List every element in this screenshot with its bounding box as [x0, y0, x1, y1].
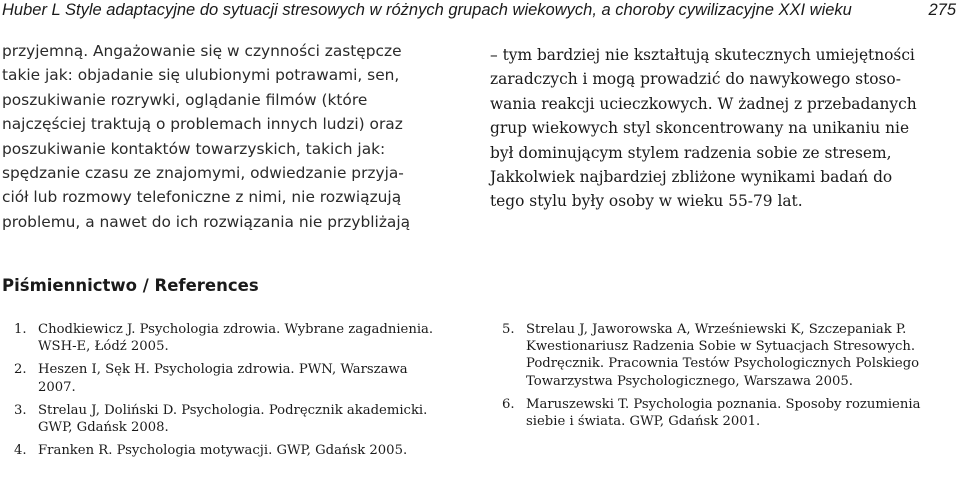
page-number: 275: [928, 1, 956, 19]
reference-line: WSH-E, Łódź 2005.: [38, 339, 169, 355]
reference-line: Heszen I, Sęk H. Psychologia zdrowia. PWN, Warszawa: [38, 362, 408, 378]
reference-line: Kwestionariusz Radzenia Sobie w Sytuacjach Stresowych.: [526, 339, 916, 355]
text-line: poszukiwanie kontaktów towarzyskich, takich jak:: [2, 139, 386, 158]
reference-line: Chodkiewicz J. Psychologia zdrowia. Wybrane zagadnienia.: [38, 322, 434, 337]
reference-item: [14, 361, 433, 395]
references-list-left: [14, 321, 433, 465]
reference-item: [14, 402, 433, 436]
text-line: problemu, a nawet do ich rozwiązania nie przybliżają: [2, 212, 411, 231]
text-line: Jakkolwiek najbardziej zbliżone wynikami badań do: [490, 167, 893, 186]
reference-line: Strelau J, Jaworowska A, Wrześniewski K, Szczepaniak P.: [526, 322, 907, 337]
reference-line: GWP, Gdańsk 2008.: [38, 420, 169, 436]
text-line: wania reakcji ucieczkowych. W żadnej z przebadanych: [490, 94, 917, 113]
reference-line: Maruszewski T. Psychologia poznania. Sposoby rozumienia: [526, 396, 921, 412]
running-header: [0, 0, 960, 24]
text-line: zaradczych i mogą prowadzić do nawykowego stoso-: [490, 70, 901, 89]
text-line: najczęściej traktują o problemach innych ludzi) oraz: [2, 115, 403, 134]
reference-line: 2007.: [38, 379, 76, 395]
text-line: poszukiwanie rozrywki, oglądanie filmów (które: [2, 90, 368, 109]
reference-number: 6.: [502, 396, 515, 412]
running-title: Huber L Style adaptacyjne do sytuacji stresowych w różnych grupach wiekowych, a choroby cywilizacyjne XXI wieku: [2, 1, 852, 19]
text-line: grup wiekowych styl skoncentrowany na unikaniu nie: [490, 119, 910, 138]
body-text-left-column: [2, 39, 410, 234]
references-heading: Piśmiennictwo / References: [2, 276, 259, 295]
reference-item: [14, 321, 433, 355]
text-line: spędzanie czasu ze znajomymi, odwiedzanie przyja-: [2, 163, 404, 182]
reference-item: [14, 442, 433, 459]
text-line: ciół lub rozmowy telefoniczne z nimi, nie rozwiązują: [2, 188, 402, 207]
reference-line: Podręcznik. Pracownia Testów Psychologicznych Polskiego: [526, 356, 920, 372]
text-line: tego stylu były osoby w wieku 55-79 lat.: [490, 192, 803, 211]
text-line: był dominującym stylem radzenia sobie ze stresem,: [490, 143, 892, 162]
references-list-right: [502, 321, 920, 436]
reference-number: 1.: [14, 322, 27, 337]
reference-number: 2.: [14, 362, 27, 378]
text-line: przyjemną. Angażowanie się w czynności zastępcze: [2, 42, 402, 60]
reference-item: [502, 321, 920, 390]
reference-line: siebie i świata. GWP, Gdańsk 2001.: [526, 414, 761, 430]
reference-number: 5.: [502, 322, 515, 337]
reference-line: Towarzystwa Psychologicznego, Warszawa 2005.: [526, 373, 853, 389]
reference-number: 4.: [14, 443, 27, 459]
reference-number: 3.: [14, 402, 27, 418]
reference-line: Strelau J, Doliński D. Psychologia. Podręcznik akademicki.: [38, 402, 428, 418]
text-line: takie jak: objadanie się ulubionymi potrawami, sen,: [2, 66, 400, 85]
reference-line: Franken R. Psychologia motywacji. GWP, Gdańsk 2005.: [38, 443, 408, 459]
body-text-right-column: [490, 43, 917, 214]
reference-item: [502, 396, 920, 430]
text-line: – tym bardziej nie kształtują skutecznych umiejętności: [490, 46, 915, 64]
